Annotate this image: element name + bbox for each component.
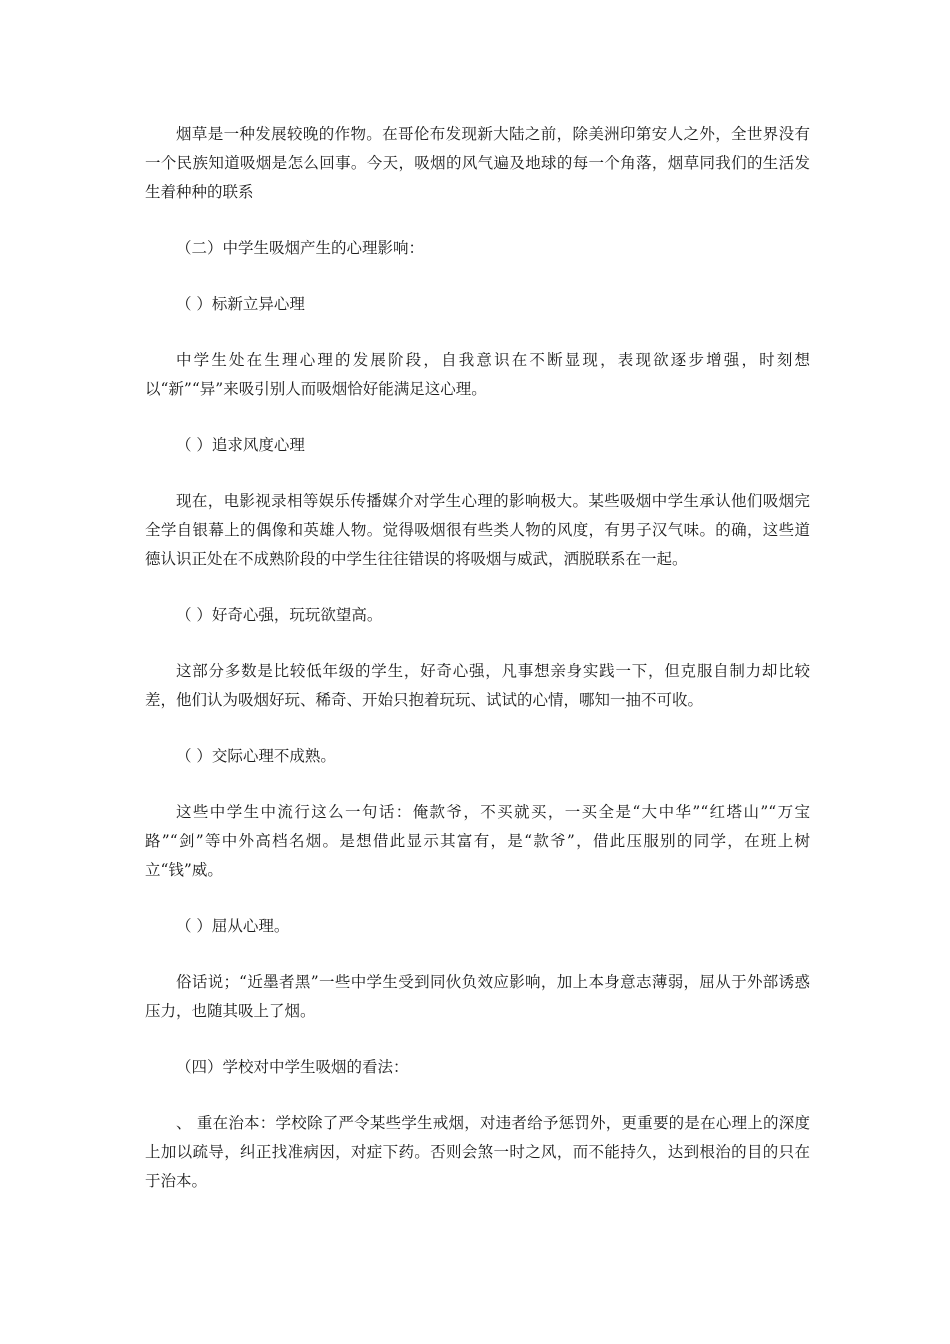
paragraph-curiosity: 这部分多数是比较低年级的学生，好奇心强，凡事想亲身实践一下，但克服自制力却比较差，他们认为吸烟好玩、稀奇、开始只抱着玩玩、试试的心情，哪知一抽不可收。 [145, 662, 810, 709]
subheading-conformity: （ ）屈从心理。 [176, 917, 290, 935]
subheading-novelty-seeking: （ ）标新立异心理 [176, 295, 305, 313]
paragraph-social-immaturity: 这些中学生中流行这么一句话：俺款爷，不买就买，一买全是“大中华”“红塔山”“万宝路”“剑”等中外高档名烟。是想借此显示其富有，是“款爷”，借此压服别的同学，在班上树立“钱”威。 [145, 803, 810, 879]
subheading-curiosity: （ ）好奇心强，玩玩欲望高。 [176, 606, 383, 624]
document-body [145, 120, 810, 1196]
paragraph-tobacco-intro: 烟草是一种发展较晚的作物。在哥伦布发现新大陆之前，除美洲印第安人之外，全世界没有一个民族知道吸烟是怎么回事。今天，吸烟的风气遍及地球的每一个角落，烟草同我们的生活发生着种种的联系 [145, 125, 810, 201]
paragraph-school-views: 、 重在治本：学校除了严令某些学生戒烟，对违者给予惩罚外，更重要的是在心理上的深度上加以疏导，纠正找准病因，对症下药。否则会煞一时之风，而不能持久，达到根治的目的只在于治本。 [145, 1114, 810, 1190]
section-heading-psychological-effects: （二）中学生吸烟产生的心理影响： [176, 239, 425, 257]
paragraph-conformity: 俗话说；“近墨者黑”一些中学生受到同伙负效应影响，加上本身意志薄弱，屈从于外部诱惑压力，也随其吸上了烟。 [145, 973, 810, 1020]
subheading-pursuit-of-style: （ ）追求风度心理 [176, 436, 305, 454]
paragraph-novelty-seeking: 中学生处在生理心理的发展阶段，自我意识在不断显现，表现欲逐步增强，时刻想以“新”“异”来吸引别人而吸烟恰好能满足这心理。 [145, 351, 810, 398]
subheading-social-immaturity: （ ）交际心理不成熟。 [176, 747, 336, 765]
paragraph-pursuit-of-style: 现在，电影视录相等娱乐传播媒介对学生心理的影响极大。某些吸烟中学生承认他们吸烟完全学自银幕上的偶像和英雄人物。觉得吸烟很有些类人物的风度，有男子汉气味。的确，这些道德认识正处在不成熟阶段的中学生往往错误的将吸烟与威武，洒脱联系在一起。 [145, 492, 810, 568]
section-heading-school-views: （四）学校对中学生吸烟的看法： [176, 1058, 409, 1076]
